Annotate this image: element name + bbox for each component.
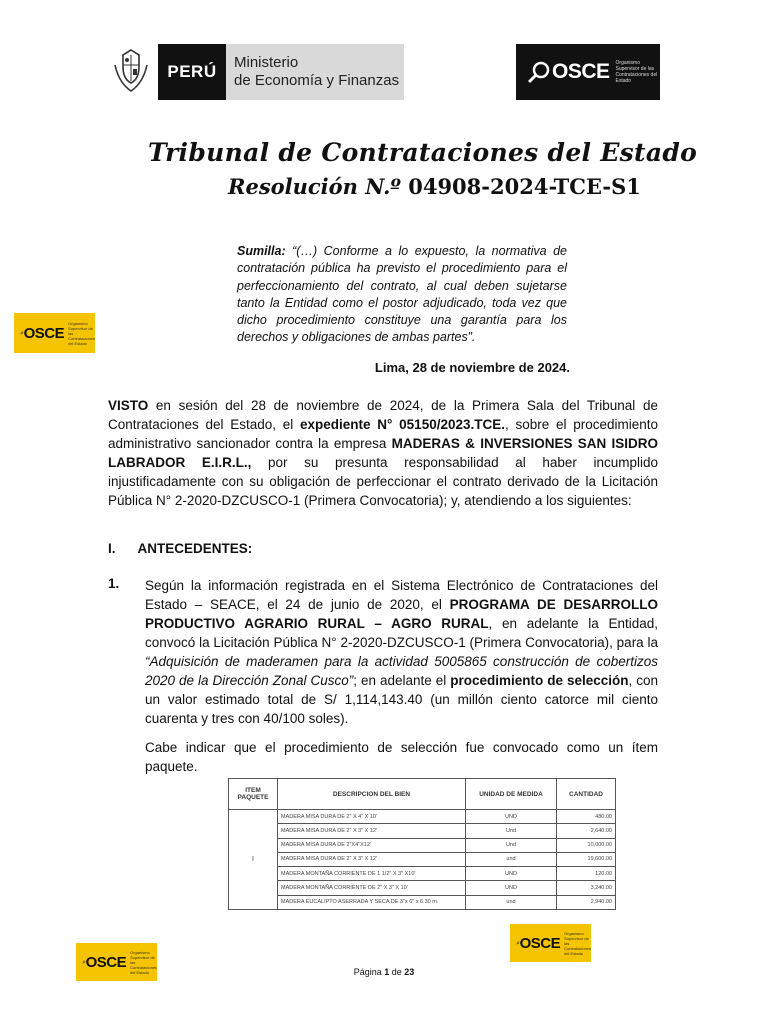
section-title: ANTECEDENTES:: [137, 541, 253, 556]
osce-logo: [516, 44, 660, 100]
resolution-title: [228, 174, 641, 199]
description-cell: MADERA MISA DURA DE 2" X 3" X 12': [278, 852, 466, 866]
sumilla: [237, 243, 567, 347]
osce-seal-right: [510, 924, 591, 962]
table-row: [229, 852, 616, 866]
table-row: [229, 881, 616, 895]
resolution-label: Resolución N.º: [228, 174, 401, 199]
page-number: 1: [384, 967, 390, 977]
visto-text: en sesión del 28 de noviembre de 2024, de la Primera Sala del Tribunal de Contrataciones del Estado, el: [108, 398, 658, 432]
expediente-number: expediente N° 05150/2023.TCE.: [300, 417, 505, 432]
osce-seal-left: [14, 313, 95, 353]
magnifier-icon: [526, 59, 552, 85]
table-row: [229, 895, 616, 909]
header-description: DESCRIPCION DEL BIEN: [278, 779, 466, 810]
tribunal-title: Tribunal de Contrataciones del Estado: [148, 138, 698, 167]
description-cell: MADERA MISA DURA DE 2" X 3" X 12': [278, 824, 466, 838]
item-text: Según la información registrada en el Sistema Electrónico de Contrataciones del Estado – SEACE, el 24 de junio de 2020, el: [145, 578, 658, 612]
ministry-logo: [104, 44, 404, 100]
visto-lead: VISTO: [108, 398, 149, 413]
table-row: [229, 810, 616, 824]
item-number: 1.: [108, 576, 120, 591]
description-cell: MADERA MISA DURA DE 2"X4"X12': [278, 838, 466, 852]
item-text: ; en adelante el: [353, 673, 451, 688]
footer-prefix: Página: [353, 967, 385, 977]
description-cell: MADERA MONTAÑA CORRIENTE DE 1 1/2" X 3" X10': [278, 867, 466, 881]
visto-text: , sobre el procedimiento administrativo sancionador contra la empresa: [108, 417, 659, 451]
osce-subtitle: Organismo Supervisor de las Contrataciones del Estado: [130, 949, 158, 975]
description-cell: MADERA MISA DURA DE 2" X 4" X 10': [278, 810, 466, 824]
visto-comma: ,: [247, 455, 268, 470]
date-line: Lima, 28 de noviembre de 2024.: [374, 360, 570, 375]
procurement-object: “Adquisición de maderamen para la actividad 5005865 construcción de cobertizos 2020 de la Dirección Zonal Cusco”: [145, 654, 658, 688]
goods-table: [228, 778, 616, 910]
unit-cell: UND: [466, 810, 557, 824]
page-total: 23: [404, 967, 415, 977]
ministry-line-2: de Economía y Finanzas: [234, 72, 400, 89]
description-cell: MADERA EUCALIPTO ASERRADA Y SECA DE 3"x 6" x 6.30 m.: [278, 895, 466, 909]
quantity-cell: 120.00: [557, 867, 616, 881]
item-text: , en adelante la Entidad, convocó la Licitación Pública N° 2-2020-DZCUSCO-1 (Primera Convocatoria), para la: [145, 616, 658, 650]
section-number: I.: [108, 541, 116, 556]
quantity-cell: 3,240.00: [557, 881, 616, 895]
peru-label: PERÚ: [158, 44, 226, 100]
unit-cell: UND: [466, 867, 557, 881]
item-cell: I: [229, 810, 278, 910]
package-note: Cabe indicar que el procedimiento de selección fue convocado como un ítem paquete.: [145, 740, 658, 774]
visto-text: su presunta responsabilidad al haber incumplido injustificadamente con su obligación de perfeccionar el contrato derivado de la Licitación Pública N° 2-2020-DZCUSCO-1 (Primera Convocatoria); y, atendiendo a los siguientes:: [108, 455, 659, 508]
osce-subtitle: Organismo Supervisor de las Contrataciones del Estado: [615, 60, 658, 84]
sumilla-label: Sumilla:: [237, 244, 286, 258]
table-row: [229, 824, 616, 838]
description-cell: MADERA MONTAÑA CORRIENTE DE 2" X 3" X 10': [278, 881, 466, 895]
table-row: [229, 867, 616, 881]
sumilla-text: “(…) Conforme a lo expuesto, la normativa de contratación pública ha previsto el procedimiento para el perfeccionamiento del contrato, al cual deben sujetarse tanto la Entidad como el postor adjudicado, toda vez que dicho procedimiento constituye una garantía para los derechos y obligaciones de ambas partes”.: [237, 244, 567, 345]
header-quantity: CANTIDAD: [557, 779, 616, 810]
quantity-cell: 10,000.00: [557, 838, 616, 852]
osce-subtitle: Organismo Supervisor de las Contrataciones del Estado: [564, 930, 592, 956]
resolution-number: 04908-2024-TCE-S1: [408, 174, 641, 199]
unit-cell: und: [466, 895, 557, 909]
osce-subtitle: Organismo Supervisor de las Contrataciones del Estado: [68, 320, 96, 346]
osce-wordmark: OSCE: [23, 324, 65, 342]
item-text: , con un valor estimado total de S/ 1,114,143.40 (un millón ciento catorce mil ciento cuarenta y tres con 40/100 soles).: [145, 673, 658, 726]
unit-cell: Und: [466, 824, 557, 838]
visto-por: por: [267, 455, 288, 470]
section-heading: [108, 541, 252, 556]
osce-wordmark: OSCE: [85, 953, 127, 971]
unit-cell: UND: [466, 881, 557, 895]
header-unit: UNIDAD DE MEDIDA: [466, 779, 557, 810]
quantity-cell: 480.00: [557, 810, 616, 824]
osce-wordmark: OSCE: [552, 60, 610, 83]
coat-of-arms-icon: [104, 44, 158, 100]
item-1-paragraph: [145, 576, 658, 728]
quantity-cell: 2,940.00: [557, 895, 616, 909]
ministry-line-1: Ministerio: [234, 54, 299, 71]
page-footer: [0, 967, 768, 977]
visto-paragraph: [108, 396, 658, 510]
table-row: [229, 838, 616, 852]
header-item: ITEM PAQUETE: [229, 779, 278, 810]
unit-cell: und: [466, 852, 557, 866]
procedure-term: procedimiento de selección: [450, 673, 629, 688]
unit-cell: Und: [466, 838, 557, 852]
quantity-cell: 19,600.00: [557, 852, 616, 866]
quantity-cell: 2,640.00: [557, 824, 616, 838]
osce-wordmark: OSCE: [519, 934, 561, 952]
company-name: MADERAS & INVERSIONES SAN ISIDRO LABRADOR E.I.R.L.: [108, 436, 658, 470]
program-name: PROGRAMA DE DESARROLLO PRODUCTIVO AGRARIO RURAL – AGRO RURAL: [145, 597, 658, 631]
table-header-row: [229, 779, 616, 810]
footer-mid: de: [389, 967, 405, 977]
ministry-name: [226, 44, 404, 100]
